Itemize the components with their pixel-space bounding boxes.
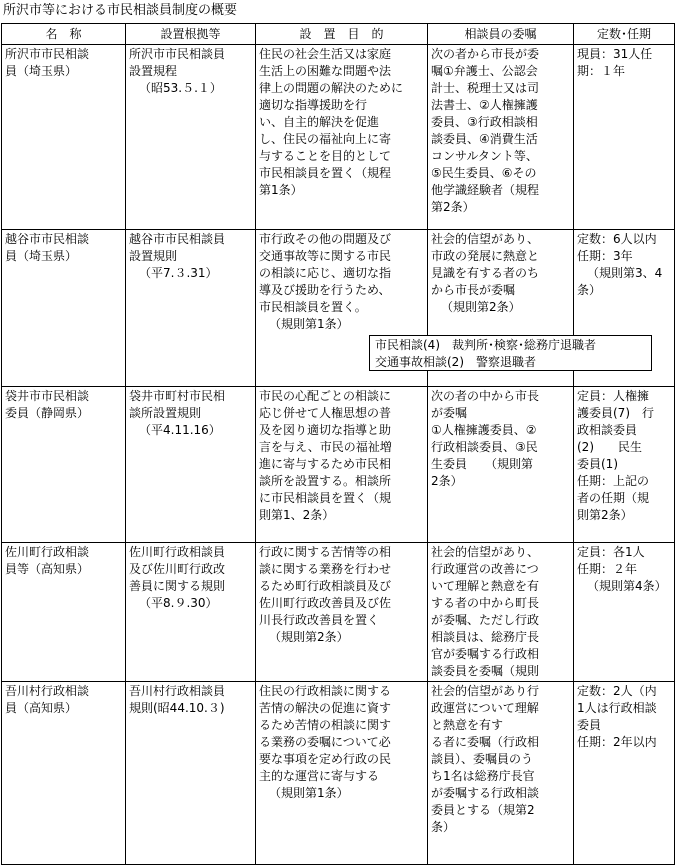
cell-basis [126,45,256,230]
header-quota: 定数･任期 [574,24,675,45]
appointment-text-line: ち1名は総務庁長官 [431,769,535,783]
name-text-line: 員（埼玉県） [5,249,78,263]
purpose-text-line: 導及び援助を行うため、 [259,283,391,297]
purpose-text-line: （規則第1条） [269,317,349,331]
basis-text-line: （平8.９.30） [139,596,218,610]
quota-text-line: 委員(1) [577,457,618,471]
basis-text-line: （平7.３.31） [139,266,218,280]
purpose-text-line: る業務の委嘱について必 [259,735,391,749]
cell-name [2,682,126,865]
appointment-text-line: ①人権擁護委員、② [431,423,537,437]
basis-text-line: 吾川村行政相談員 [129,684,226,698]
header-purpose: 設 置 目 的 [256,24,428,45]
quota-text-line: 1人は行政相談 [577,701,657,715]
cell-name [2,387,126,543]
cell-purpose [256,543,428,682]
name-text-line: 越谷市市民相談 [5,232,90,246]
appointment-text-line: が委嘱する行政相談 [431,786,540,800]
cell-purpose [256,682,428,865]
overview-table [1,23,675,865]
cell-name [2,230,126,387]
purpose-text-line: 談所を設置する。相談所 [259,474,392,488]
name-text-line: 員（埼玉県） [5,64,78,78]
basis-text-line: 善員に関する規則 [129,579,226,593]
purpose-text-line: るため町行政相談員及び [259,579,392,593]
appointment-text-line: る者に委嘱（行政相 [431,735,540,749]
appointment-text-line: 委員、③行政相談相 [431,115,538,129]
appointment-text-line: と熱意を有す [431,718,504,732]
table-row [2,682,675,865]
purpose-text-line: 言を与え、市民の福祉増 [259,440,392,454]
purpose-text-line: 及を図り適切な指導と助 [259,423,392,437]
cell-quota [574,387,675,543]
appointment-text-line: が委嘱、ただし行政 [431,613,540,627]
quota-text-line: 任期：3年 [577,249,633,263]
appointment-text-line: 談委員、④消費生活 [431,132,538,146]
header-name: 名 称 [2,24,126,45]
cell-basis [126,682,256,865]
appointment-text-line: 市政の発展に熱意と [431,249,540,263]
purpose-text-line: 与することを目的として [259,149,392,163]
appointment-text-line: 官が委嘱する行政相 [431,647,540,661]
appointment-text-line: （規則第2条） [441,300,521,314]
purpose-text-line: の相談に応じ、適切な指 [259,266,392,280]
cell-purpose [256,387,428,543]
appointment-text-line: 嘱①弁護士、公認会 [431,64,538,78]
purpose-text-line: 市民の心配ごとの相談に [259,389,392,403]
appointment-text-line: 談委員を委嘱（規則 [431,664,540,678]
cell-purpose [256,45,428,230]
table-row [2,45,675,230]
purpose-text-line: 苦情の解決の促進に資す [259,701,392,715]
cell-basis [126,543,256,682]
appointment-text-line: 次の者から市長が委 [431,47,540,61]
cell-basis [126,387,256,543]
purpose-text-line: 市民相談員を置く。 [259,300,367,314]
basis-text-line: 所沢市市民相談員 [129,47,226,61]
purpose-text-line: に市民相談員を置く（規 [259,491,392,505]
header-basis: 設置根拠等 [126,24,256,45]
purpose-text-line: 第1条） [259,183,303,197]
appointment-text-line: 談員）、委嘱員のう [431,752,534,766]
appointment-text-line: 2条） [431,474,463,488]
appointment-text-line: 行政相談委員、③民 [431,440,538,454]
cell-quota [574,45,675,230]
basis-text-line: 越谷市市民相談員 [129,232,226,246]
purpose-text-line: （規則第2条） [269,630,349,644]
quota-text-line: 条） [577,283,602,297]
cell-name [2,45,126,230]
appointment-text-line: 次の者の中から市長 [431,389,540,403]
name-text-line: 員等（高知県） [5,562,90,576]
quota-text-line: (2) 民生 [577,440,642,454]
quota-text-line: 定員：各1人 [577,545,645,559]
purpose-text-line: 住民の行政相談に関する [259,684,392,698]
quota-text-line: 定数：6人以内 [577,232,657,246]
purpose-text-line: 行政に関する苦情等の相 [259,545,392,559]
appointment-text-line: ⑤民生委員、⑥その [431,166,537,180]
purpose-text-line: るため苦情の相談に関す [259,718,392,732]
quota-text-line: 委員 [577,718,602,732]
purpose-text-line: 則第1、2条） [259,508,335,522]
quota-text-line: （規則第4条） [587,579,667,593]
purpose-text-line: 住民の社会生活又は家庭 [259,47,392,61]
quota-text-line: 者の任期（規 [577,491,650,505]
quota-text-line: 護委員(7) 行 [577,406,654,420]
purpose-text-line: 主的な運営に寄与する [259,769,380,783]
name-text-line: 佐川町行政相談 [5,545,90,559]
name-text-line: 員（高知県） [5,701,78,715]
purpose-text-line: （規則第1条） [269,786,349,800]
purpose-text-line: 交通事故等に関する市民 [259,249,392,263]
cell-basis [126,230,256,387]
appointment-text-line: 条） [431,820,456,834]
purpose-text-line: 市民相談員を置く（規程 [259,166,392,180]
purpose-text-line: 要な事項を定め行政の民 [259,752,392,766]
quota-text-line: 期：１年 [577,64,626,78]
purpose-text-line: 佐川町行政改善員及び佐 [259,596,392,610]
quota-text-line: 任期：２年 [577,562,638,576]
appointment-text-line: 政運営について理解 [431,701,539,715]
quota-text-line: 則第2条） [577,508,633,522]
quota-text-line: 定員：人権擁 [577,389,650,403]
appointment-text-line: から市長が委嘱 [431,283,516,297]
quota-text-line: （規則第3、4 [587,266,663,280]
name-text-line: 吾川村行政相談 [5,684,90,698]
cell-appointment [428,387,574,543]
purpose-text-line: 生活上の困難な問題や法 [259,64,392,78]
basis-text-line: 設置規程 [129,64,178,78]
appointment-text-line: する者の中から町長 [431,596,540,610]
appointment-text-line: 見識を有する者のち [431,266,540,280]
appointment-text-line: が委嘱 [431,406,468,420]
purpose-text-line: 律上の問題の解決のために [259,81,404,95]
cell-appointment [428,45,574,230]
cell-quota [574,682,675,865]
basis-text-line: （平4.11.16） [139,423,221,437]
name-text-line: 所沢市市民相談 [5,47,90,61]
cell-quota [574,543,675,682]
appointment-text-line: いて理解と熱意を有 [431,579,540,593]
purpose-text-line: し、住民の福祉向上に寄 [259,132,392,146]
appointment-text-line: 社会的信望があり行 [431,684,540,698]
table-row [2,387,675,543]
appointment-text-line: 社会的信望があり、 [431,545,540,559]
inset-note-box [369,335,652,371]
table-row [2,543,675,682]
appointment-text-line: 社会的信望があり、 [431,232,540,246]
quota-text-line: 任期：2年以内 [577,735,657,749]
quota-text-line: 政相談委員 [577,423,638,437]
page-title: 所沢市等における市民相談員制度の概要 [3,3,238,18]
appointment-text-line: コンサルタント等、 [431,149,538,163]
cell-appointment [428,543,574,682]
purpose-text-line: 談に関する業務を行わせ [259,562,392,576]
quota-text-line: 任期：上記の [577,474,650,488]
appointment-text-line: 法書士、②人権擁護 [431,98,538,112]
appointment-text-line: 行政運営の改善につ [431,562,539,576]
appointment-text-line: 計士、税理士又は司 [431,81,540,95]
purpose-text-line: 進に寄与するため市民相 [259,457,392,471]
inset-note-line: 市民相談(4) 裁判所･検察･総務庁退職者 [375,338,596,352]
basis-text-line: （昭53.５.１） [139,81,222,95]
cell-appointment [428,682,574,865]
purpose-text-line: 応じ併せて人権思想の普 [259,406,392,420]
appointment-text-line: 相談員は、総務庁長 [431,630,540,644]
basis-text-line: 佐川町行政相談員 [129,545,226,559]
inset-note-line: 交通事故相談(2) 警察退職者 [375,355,536,369]
purpose-text-line: 適切な指導援助を行 [259,98,368,112]
appointment-text-line: 生委員 （規則第 [431,457,534,471]
basis-text-line: 及び佐川町行政改 [129,562,226,576]
basis-text-line: 談所設置規則 [129,406,202,420]
basis-text-line: 設置規則 [129,249,178,263]
quota-text-line: 定数：2人（内 [577,684,657,698]
appointment-text-line: 他学識経験者（規程 [431,183,540,197]
purpose-text-line: 川長行政改善員を置く [259,613,380,627]
quota-text-line: 現員：31人任 [577,47,653,61]
basis-text-line: 規則(昭44.10.３) [129,701,225,715]
appointment-text-line: 第2条） [431,200,475,214]
appointment-text-line: 委員とする（規第2 [431,803,535,817]
basis-text-line: 袋井市町村市民相 [129,389,226,403]
purpose-text-line: い、自主的解決を促進 [259,115,380,129]
purpose-text-line: 市行政その他の問題及び [259,232,392,246]
header-row [2,24,675,45]
cell-name [2,543,126,682]
header-appointment: 相談員の委嘱 [428,24,574,45]
name-text-line: 袋井市市民相談 [5,389,90,403]
name-text-line: 委員（静岡県） [5,406,90,420]
